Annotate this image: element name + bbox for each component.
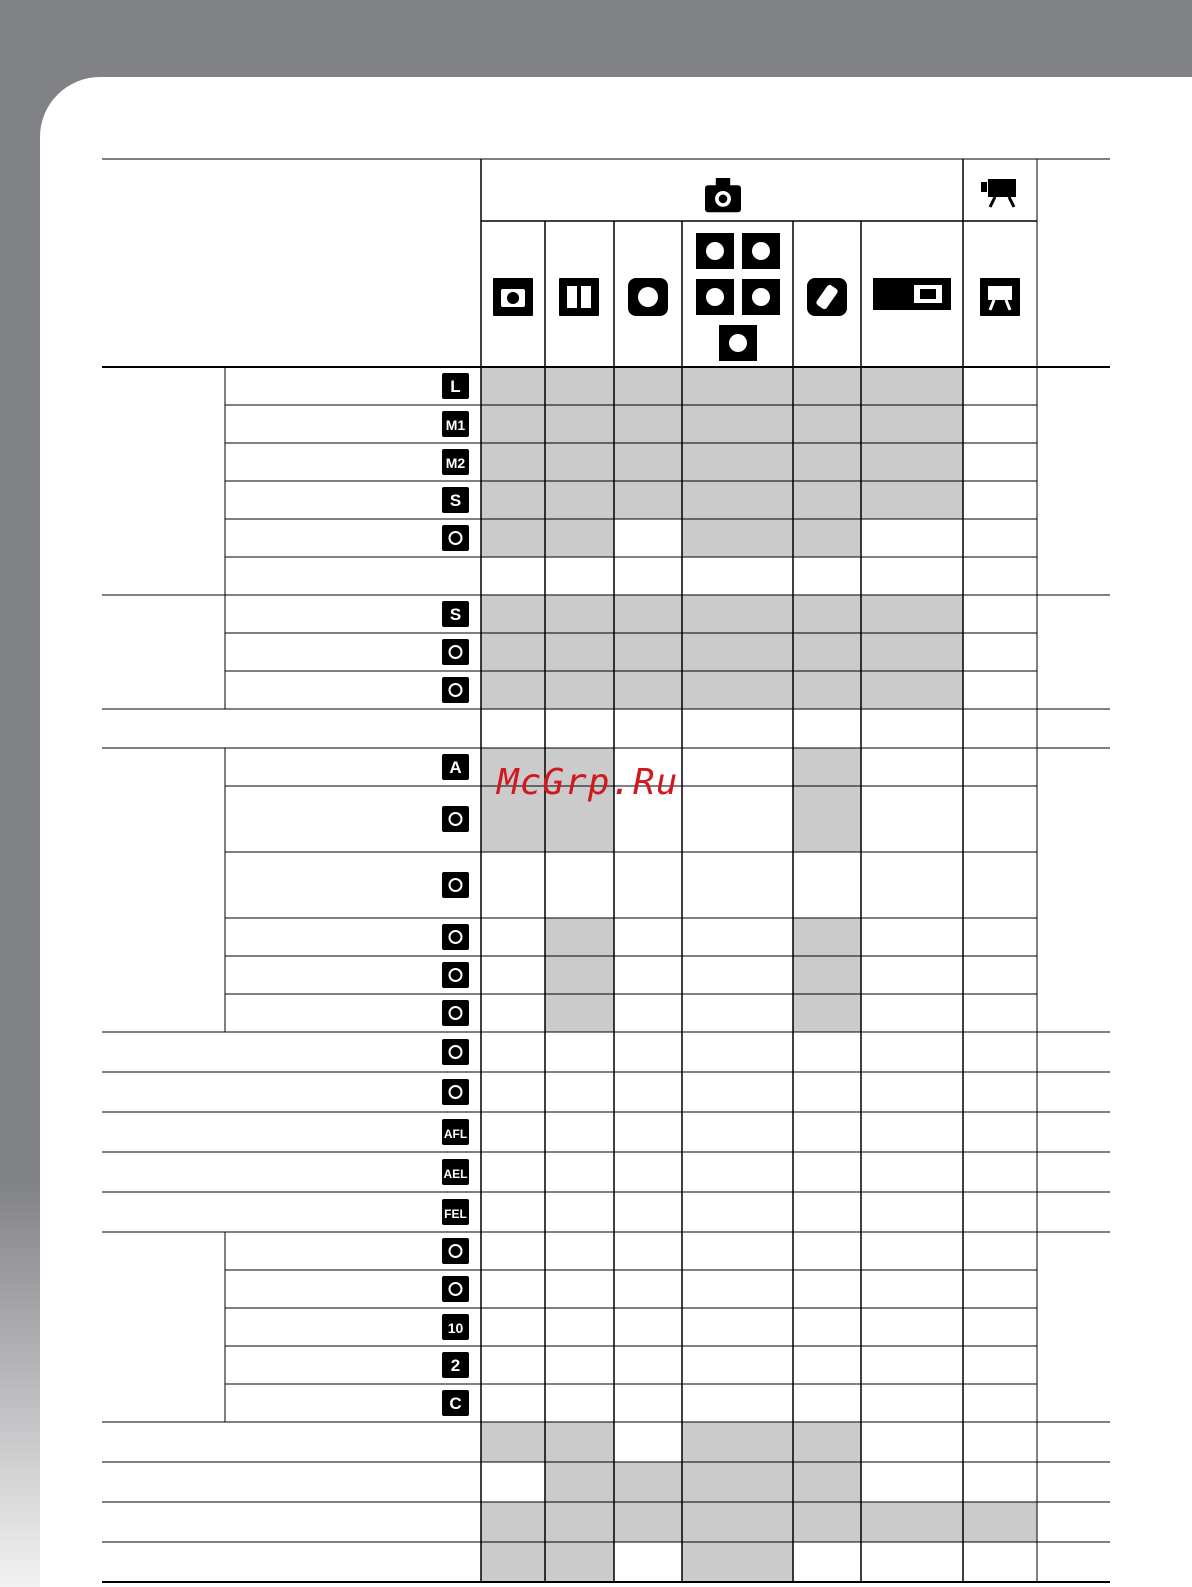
shaded-cell — [614, 443, 682, 481]
shaded-cell — [481, 633, 545, 671]
icon-label: AEL — [443, 1167, 468, 1181]
slow-sync-icon — [442, 1000, 469, 1026]
shaded-cell — [481, 443, 545, 481]
shaded-cell — [545, 481, 614, 519]
shaded-cell — [545, 1542, 614, 1582]
shaded-cell — [545, 367, 614, 405]
fine-icon — [442, 639, 469, 665]
flash-on-icon — [442, 924, 469, 950]
shaded-cell — [682, 405, 793, 443]
shaded-cell — [545, 633, 614, 671]
shaded-cell — [614, 481, 682, 519]
shaded-cell — [793, 956, 861, 994]
shaded-cell — [861, 443, 963, 481]
shaded-cell — [793, 595, 861, 633]
shaded-cell — [793, 1502, 861, 1542]
shaded-cell — [682, 1502, 793, 1542]
shaded-cell — [793, 1462, 861, 1502]
superfine-icon — [442, 601, 469, 627]
infinity-icon — [442, 1079, 469, 1105]
movie-camera-icon — [981, 179, 1016, 207]
shaded-cell — [614, 595, 682, 633]
movie-mode-icon — [980, 278, 1020, 316]
shaded-cell — [793, 918, 861, 956]
shaded-cell — [682, 595, 793, 633]
shaded-cell — [793, 1422, 861, 1462]
icon-label: S — [449, 605, 462, 624]
manual-mode-icon — [559, 278, 599, 316]
postcard-icon — [442, 525, 469, 551]
shaded-cell — [545, 519, 614, 557]
flash-off-icon — [442, 962, 469, 988]
shaded-cell — [481, 671, 545, 709]
shaded-cell — [793, 671, 861, 709]
digital-macro-icon — [628, 278, 668, 316]
shaded-cells — [481, 367, 1037, 1582]
scene-modes-icon — [696, 233, 780, 361]
red-eye-icon — [442, 806, 469, 832]
icon-label: A — [449, 758, 462, 777]
shaded-cell — [481, 595, 545, 633]
resolution-medium2-icon — [442, 449, 469, 475]
shaded-cell — [545, 1422, 614, 1462]
shaded-cell — [682, 443, 793, 481]
shaded-cell — [481, 481, 545, 519]
stitch-assist-icon — [873, 278, 951, 310]
shaded-cell — [481, 405, 545, 443]
resolution-large-icon — [442, 373, 469, 399]
shaded-cell — [682, 671, 793, 709]
shaded-cell — [614, 633, 682, 671]
shaded-cell — [682, 1462, 793, 1502]
icon-label: M2 — [445, 455, 466, 471]
single-shot-icon — [442, 1238, 469, 1264]
shaded-cell — [545, 595, 614, 633]
shaded-cell — [793, 786, 861, 852]
auto-mode-icon — [493, 278, 533, 316]
shaded-cell — [545, 994, 614, 1032]
shaded-cell — [682, 367, 793, 405]
shaded-cell — [861, 1502, 963, 1542]
shaded-cell — [545, 1502, 614, 1542]
shaded-cell — [481, 1542, 545, 1582]
icon-label: FEL — [444, 1207, 467, 1221]
shaded-cell — [481, 367, 545, 405]
custom-timer-icon — [442, 1390, 469, 1416]
shaded-cell — [481, 1502, 545, 1542]
normal-icon — [442, 677, 469, 703]
shaded-cell — [545, 956, 614, 994]
shaded-cell — [545, 671, 614, 709]
continuous-icon — [442, 1276, 469, 1302]
shaded-cell — [861, 595, 963, 633]
shaded-cell — [614, 1502, 682, 1542]
shaded-cell — [861, 367, 963, 405]
shaded-cell — [481, 519, 545, 557]
resolution-small-icon — [442, 487, 469, 513]
shaded-cell — [793, 367, 861, 405]
icon-label: 10 — [447, 1320, 464, 1336]
watermark-text: McGrp.Ru — [497, 762, 679, 803]
icon-label: M1 — [445, 417, 466, 433]
flash-red-eye-icon — [442, 872, 469, 898]
shaded-cell — [614, 405, 682, 443]
shaded-cell — [861, 633, 963, 671]
camera-icon — [705, 178, 741, 212]
icon-label: S — [449, 491, 462, 510]
shaded-cell — [861, 671, 963, 709]
shaded-cell — [861, 481, 963, 519]
shaded-cell — [963, 1502, 1037, 1542]
shaded-cell — [793, 481, 861, 519]
icon-label: C — [449, 1394, 462, 1413]
shaded-cell — [682, 1542, 793, 1582]
self-timer-2-icon — [442, 1352, 469, 1378]
shaded-cell — [545, 443, 614, 481]
shaded-cell — [614, 1462, 682, 1502]
shaded-cell — [481, 1422, 545, 1462]
shaded-cell — [545, 1462, 614, 1502]
shaded-cell — [682, 1422, 793, 1462]
row-icons — [442, 373, 469, 1416]
flash-auto-icon — [442, 754, 469, 780]
resolution-medium1-icon — [442, 411, 469, 437]
af-lock-icon — [442, 1119, 469, 1145]
shaded-cell — [614, 367, 682, 405]
macro-icon — [442, 1039, 469, 1065]
shaded-cell — [793, 994, 861, 1032]
ae-lock-icon — [442, 1159, 469, 1185]
shaded-cell — [614, 671, 682, 709]
fe-lock-icon — [442, 1199, 469, 1225]
header-icons — [493, 178, 1020, 361]
icon-label: L — [450, 377, 461, 396]
shaded-cell — [545, 918, 614, 956]
shaded-cell — [545, 405, 614, 443]
icon-label: 2 — [450, 1356, 461, 1375]
shaded-cell — [682, 519, 793, 557]
shaded-cell — [793, 405, 861, 443]
shaded-cell — [861, 405, 963, 443]
icon-label: AFL — [443, 1127, 468, 1141]
shaded-cell — [793, 748, 861, 786]
shaded-cell — [793, 633, 861, 671]
shaded-cell — [793, 443, 861, 481]
shaded-cell — [682, 481, 793, 519]
shaded-cell — [682, 633, 793, 671]
self-timer-10-icon — [442, 1314, 469, 1340]
color-accent-icon — [807, 278, 847, 316]
shaded-cell — [793, 519, 861, 557]
